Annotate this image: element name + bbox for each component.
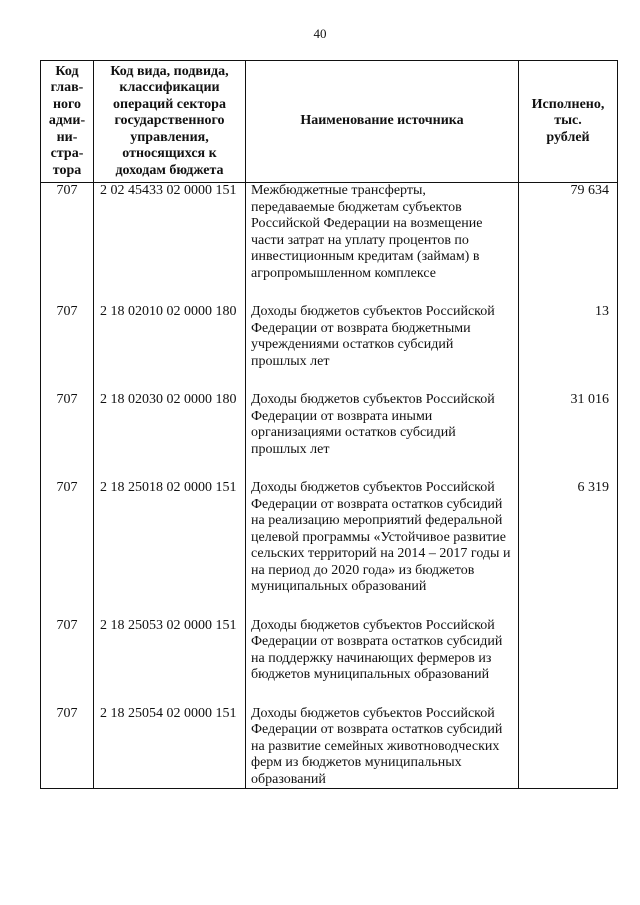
header-line: операций сектора — [113, 96, 226, 112]
admin-code-cell: 707 — [41, 183, 94, 305]
amount-cell: 31 016 — [519, 392, 618, 480]
source-name-cell: Доходы бюджетов субъектов Российской Федерации от возврата иными организациями остатков субсидий прошлых лет — [246, 392, 519, 480]
amount-cell — [519, 706, 618, 789]
budget-table-container — [40, 60, 617, 789]
page-number: 40 — [313, 26, 327, 41]
source-name-cell: Доходы бюджетов субъектов Российской Федерации от возврата остатков субсидий на развитие семейных животноводческих ферм из бюджетов муниципальных образований — [246, 706, 519, 789]
source-name-cell: Доходы бюджетов субъектов Российской Федерации от возврата остатков субсидий на поддержку начинающих фермеров из бюджетов муниципальных образований — [246, 618, 519, 706]
admin-code-cell: 707 — [41, 392, 94, 480]
table-row — [41, 183, 618, 305]
header-line: глав- — [50, 80, 84, 96]
classification-code-cell: 2 18 25054 02 0000 151 — [94, 706, 246, 789]
header-line: государственного — [114, 113, 225, 129]
admin-code-cell: 707 — [41, 480, 94, 618]
header-line: адми- — [48, 113, 86, 129]
table-row — [41, 706, 618, 789]
classification-code-cell: 2 02 45433 02 0000 151 — [94, 183, 246, 305]
header-line: Код — [55, 63, 79, 79]
table-row — [41, 480, 618, 618]
amount-cell: 79 634 — [519, 183, 618, 305]
amount-cell — [519, 618, 618, 706]
header-line: рублей — [546, 129, 590, 145]
table-row — [41, 304, 618, 392]
header-line: управления, — [130, 129, 209, 145]
table-row — [41, 618, 618, 706]
header-line: ного — [52, 96, 82, 112]
header-line: доходам бюджета — [115, 162, 224, 178]
header-source-name: Наименование источника — [246, 61, 519, 183]
classification-code-cell: 2 18 25018 02 0000 151 — [94, 480, 246, 618]
classification-code-cell: 2 18 02030 02 0000 180 — [94, 392, 246, 480]
header-line: относящихся к — [122, 146, 217, 162]
amount-cell: 6 319 — [519, 480, 618, 618]
header-line: классификации — [119, 80, 220, 96]
header-line: ни- — [56, 129, 78, 145]
source-name-cell: Доходы бюджетов субъектов Российской Федерации от возврата бюджетными учреждениями остатков субсидий прошлых лет — [246, 304, 519, 392]
admin-code-cell: 707 — [41, 706, 94, 789]
header-executed — [519, 61, 618, 183]
classification-code-cell: 2 18 25053 02 0000 151 — [94, 618, 246, 706]
header-line: тора — [52, 162, 82, 178]
header-classification-code — [94, 61, 246, 183]
classification-code-cell: 2 18 02010 02 0000 180 — [94, 304, 246, 392]
header-admin-code — [41, 61, 94, 183]
source-name-cell: Доходы бюджетов субъектов Российской Федерации от возврата остатков субсидий на реализацию мероприятий федеральной целевой программы «Устойчивое развитие сельских территорий на 2014 – 2017 годы и на период до 2020 года» из бюджетов муниципальных образований — [246, 480, 519, 618]
admin-code-cell: 707 — [41, 304, 94, 392]
header-line: стра- — [50, 146, 84, 162]
header-line: тыс. — [554, 113, 582, 129]
source-name-cell: Межбюджетные трансферты, передаваемые бюджетам субъектов Российской Федерации на возмещение части затрат на уплату процентов по инвестиционным кредитам (займам) в агропромышленном комплексе — [246, 183, 519, 305]
budget-table — [40, 60, 618, 789]
admin-code-cell: 707 — [41, 618, 94, 706]
header-line: Исполнено, — [531, 96, 605, 112]
header-line: Код вида, подвида, — [110, 63, 229, 79]
table-row — [41, 392, 618, 480]
amount-cell: 13 — [519, 304, 618, 392]
table-header-row — [41, 61, 618, 183]
